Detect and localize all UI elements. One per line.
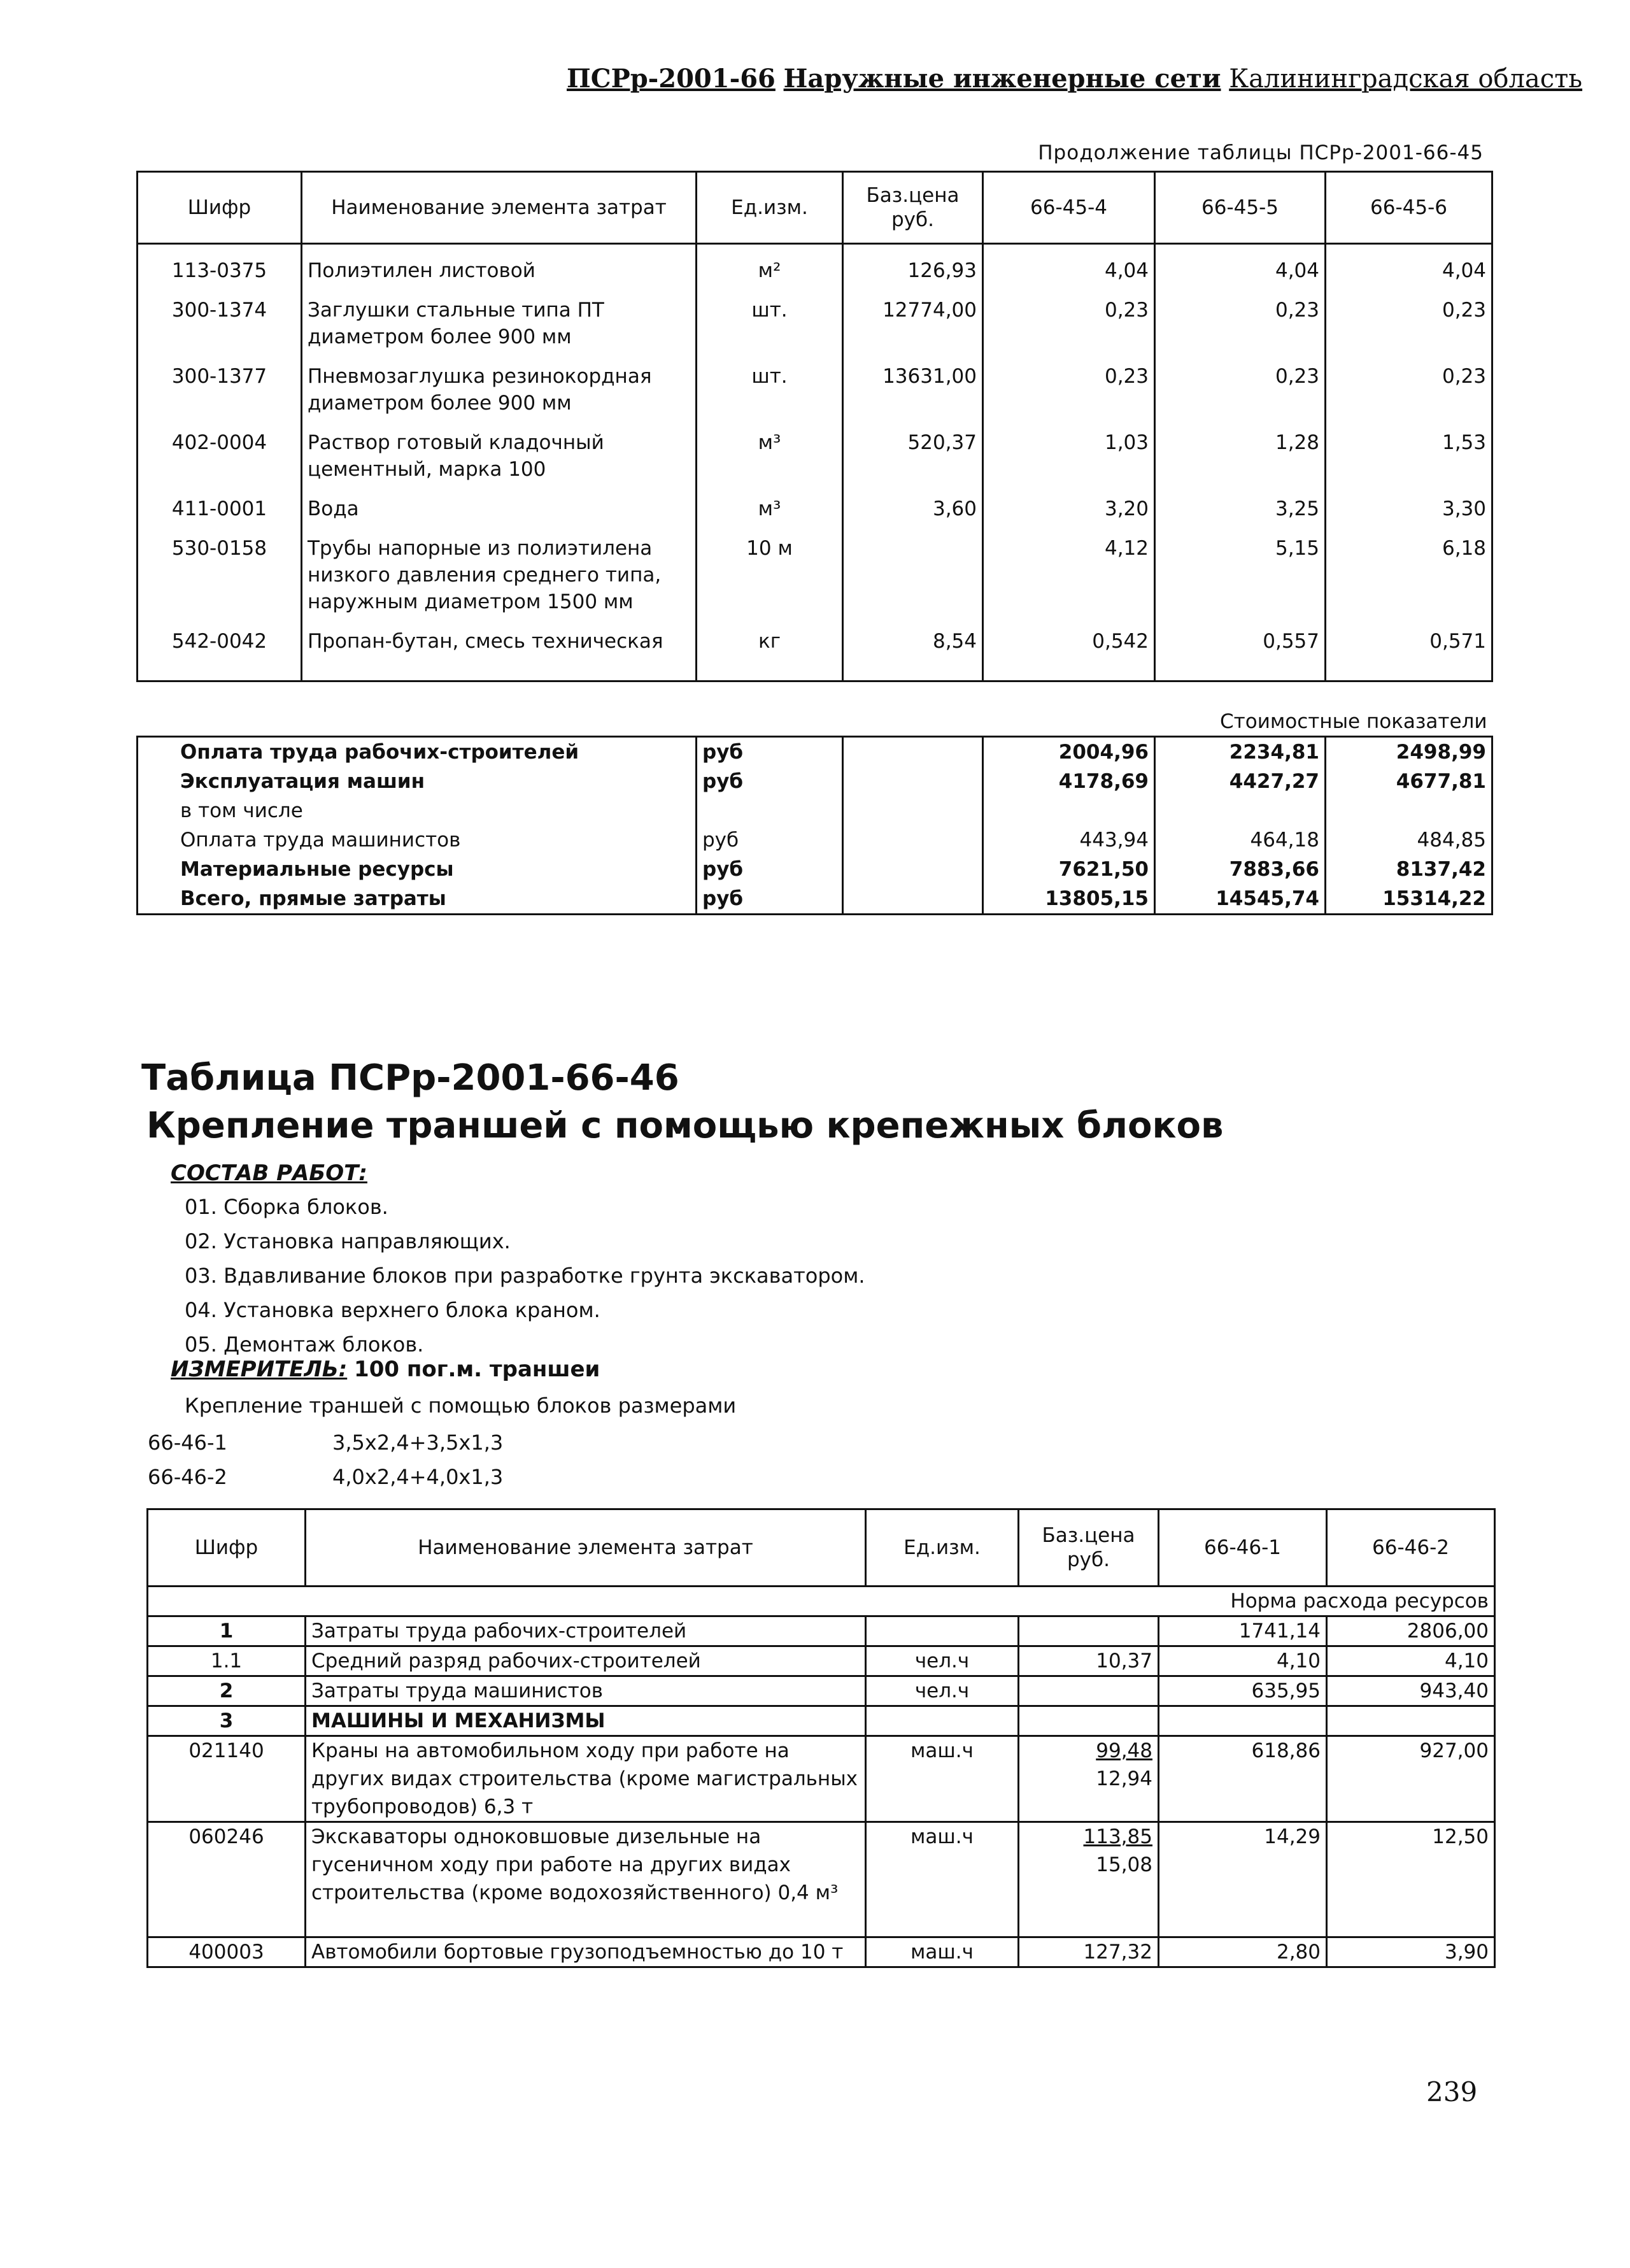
- value-col-2: 0,23: [1155, 284, 1326, 350]
- resource-unit: маш.ч: [866, 1736, 1019, 1822]
- resource-unit: [866, 1706, 1019, 1736]
- value-col-1: [1159, 1706, 1327, 1736]
- summary-value-1: 443,94: [983, 825, 1155, 855]
- base-price-machinist: 15,08: [1096, 1853, 1152, 1876]
- summary-unit: руб: [697, 767, 843, 796]
- summary-value-1: 13805,15: [983, 884, 1155, 915]
- summary-empty: [843, 825, 983, 855]
- table-row: [148, 1646, 1495, 1676]
- work-step: 02. Установка направляющих.: [185, 1229, 511, 1253]
- value-col-2: 943,40: [1327, 1676, 1495, 1706]
- base-price-cell: [1019, 1822, 1159, 1937]
- resource-unit: шт.: [697, 284, 843, 350]
- table-row: [148, 1736, 1495, 1822]
- table-row: [138, 417, 1492, 483]
- resources-table-66-45: [136, 171, 1493, 915]
- summary-value-3: 2498,99: [1326, 737, 1492, 767]
- column-header: Шифр: [138, 172, 302, 244]
- resource-name: Раствор готовый кладочный цементный, марка 100: [302, 417, 697, 483]
- resource-unit: чел.ч: [866, 1646, 1019, 1676]
- base-price: 8,54: [843, 615, 983, 681]
- summary-label: Оплата труда машинистов: [138, 825, 697, 855]
- resource-name: Вода: [302, 483, 697, 522]
- resource-unit: [866, 1616, 1019, 1646]
- summary-unit: руб: [697, 825, 843, 855]
- value-col-1: 2,80: [1159, 1937, 1327, 1967]
- resource-code: 411-0001: [138, 483, 302, 522]
- resource-unit: чел.ч: [866, 1676, 1019, 1706]
- resource-name: Затраты труда машинистов: [306, 1676, 866, 1706]
- summary-value-3: 15314,22: [1326, 884, 1492, 915]
- page-header: [567, 64, 1583, 94]
- value-col-1: 0,542: [983, 615, 1155, 681]
- value-col-1: 618,86: [1159, 1736, 1327, 1822]
- summary-unit: руб: [697, 884, 843, 915]
- base-price-cell: [1019, 1616, 1159, 1646]
- table-row: [138, 522, 1492, 615]
- value-col-2: [1327, 1706, 1495, 1736]
- value-col-2: 0,557: [1155, 615, 1326, 681]
- summary-value-1: 4178,69: [983, 767, 1155, 796]
- value-col-1: 1,03: [983, 417, 1155, 483]
- base-price: 3,60: [843, 483, 983, 522]
- table-row: [148, 1706, 1495, 1736]
- resource-code: 1.1: [148, 1646, 306, 1676]
- base-price: 126,93: [843, 244, 983, 285]
- value-col-1: 1741,14: [1159, 1616, 1327, 1646]
- resource-name: Автомобили бортовые грузоподъемностью до 10 т: [306, 1937, 866, 1967]
- base-price: 10,37: [1096, 1650, 1152, 1672]
- column-header: Ед.изм.: [866, 1509, 1019, 1587]
- value-col-2: 0,23: [1155, 350, 1326, 417]
- resource-unit: м²: [697, 244, 843, 285]
- value-col-1: 4,04: [983, 244, 1155, 285]
- continuation-label: Продолжение таблицы ПСРр-2001-66-45: [1038, 141, 1484, 164]
- base-price-machinist: 12,94: [1096, 1767, 1152, 1790]
- resource-code: 2: [148, 1676, 306, 1706]
- table-row: [138, 615, 1492, 681]
- work-step: 04. Установка верхнего блока краном.: [185, 1298, 600, 1322]
- table-row: [148, 1822, 1495, 1937]
- summary-value-2: 4427,27: [1155, 767, 1326, 796]
- value-col-2: 5,15: [1155, 522, 1326, 615]
- subheader-row: [148, 1587, 1495, 1616]
- column-header: 66-45-6: [1326, 172, 1492, 244]
- resource-unit: м³: [697, 417, 843, 483]
- summary-empty: [843, 884, 983, 915]
- summary-value-1: 2004,96: [983, 737, 1155, 767]
- resource-code: 300-1374: [138, 284, 302, 350]
- norm-label: Норма расхода ресурсов: [148, 1587, 1495, 1616]
- header-region: Калининградская область: [1229, 64, 1583, 94]
- cost-indicators-label: Стоимостные показатели: [138, 681, 1492, 737]
- base-price-cell: [1019, 1676, 1159, 1706]
- summary-unit: руб: [697, 855, 843, 884]
- base-price: 520,37: [843, 417, 983, 483]
- value-col-3: 6,18: [1326, 522, 1492, 615]
- base-price-cell: [1019, 1706, 1159, 1736]
- summary-row: [138, 855, 1492, 884]
- value-col-1: 14,29: [1159, 1822, 1327, 1937]
- table-row: [148, 1676, 1495, 1706]
- base-price-cell: [1019, 1736, 1159, 1822]
- table-subtitle: Крепление траншей с помощью крепежных блоков: [146, 1105, 1224, 1146]
- resource-unit: кг: [697, 615, 843, 681]
- summary-row: [138, 796, 1492, 825]
- block-size: 3,5х2,4+3,5х1,3: [332, 1430, 504, 1455]
- resource-code: 3: [148, 1706, 306, 1736]
- resource-name: Краны на автомобильном ходу при работе на других видах строительства (кроме магистральных трубопроводов) 6,3 т: [306, 1736, 866, 1822]
- summary-row: [138, 884, 1492, 915]
- block-sizes-list: [148, 1425, 503, 1494]
- block-code: 66-46-1: [148, 1430, 227, 1455]
- summary-row: [138, 767, 1492, 796]
- summary-value-2: [1155, 796, 1326, 825]
- base-price-cell: [1019, 1937, 1159, 1967]
- block-size-item: [148, 1460, 503, 1494]
- resource-name: Трубы напорные из полиэтилена низкого давления среднего типа, наружным диаметром 1500 мм: [302, 522, 697, 615]
- base-price-cell: [1019, 1646, 1159, 1676]
- resource-code: 400003: [148, 1937, 306, 1967]
- value-col-3: 4,04: [1326, 244, 1492, 285]
- column-header: Ед.изм.: [697, 172, 843, 244]
- resource-name: Пропан-бутан, смесь техническая: [302, 615, 697, 681]
- measure-label: ИЗМЕРИТЕЛЬ:: [171, 1357, 348, 1382]
- base-price: 12774,00: [843, 284, 983, 350]
- work-step: 03. Вдавливание блоков при разработке грунта экскаватором.: [185, 1264, 865, 1288]
- value-col-2: 1,28: [1155, 417, 1326, 483]
- value-col-1: 4,10: [1159, 1646, 1327, 1676]
- value-col-2: 4,10: [1327, 1646, 1495, 1676]
- resource-name: Заглушки стальные типа ПТ диаметром более 900 мм: [302, 284, 697, 350]
- measure-value: 100 пог.м. траншеи: [354, 1357, 600, 1382]
- block-size-item: [148, 1425, 503, 1460]
- value-col-1: 3,20: [983, 483, 1155, 522]
- table-title: Таблица ПСРр-2001-66-46: [141, 1057, 679, 1099]
- column-header: 66-46-1: [1159, 1509, 1327, 1587]
- table-row: [148, 1616, 1495, 1646]
- resource-name: Пневмозаглушка резинокордная диаметром более 900 мм: [302, 350, 697, 417]
- block-size: 4,0х2,4+4,0х1,3: [332, 1465, 504, 1489]
- summary-value-1: 7621,50: [983, 855, 1155, 884]
- resource-unit: шт.: [697, 350, 843, 417]
- page-number: 239: [1426, 2076, 1478, 2108]
- base-price: 113,85: [1083, 1825, 1152, 1848]
- table-row: [138, 483, 1492, 522]
- resource-code: 1: [148, 1616, 306, 1646]
- summary-row: [138, 737, 1492, 767]
- resource-unit: 10 м: [697, 522, 843, 615]
- resource-code: 542-0042: [138, 615, 302, 681]
- value-col-1: 635,95: [1159, 1676, 1327, 1706]
- value-col-3: 3,30: [1326, 483, 1492, 522]
- value-col-2: 2806,00: [1327, 1616, 1495, 1646]
- base-price: 13631,00: [843, 350, 983, 417]
- resource-name: Полиэтилен листовой: [302, 244, 697, 285]
- resource-name: Затраты труда рабочих-строителей: [306, 1616, 866, 1646]
- table-row: [138, 284, 1492, 350]
- summary-empty: [843, 737, 983, 767]
- summary-value-2: 2234,81: [1155, 737, 1326, 767]
- work-step: 01. Сборка блоков.: [185, 1195, 388, 1219]
- resource-name: Средний разряд рабочих-строителей: [306, 1646, 866, 1676]
- resource-code: 300-1377: [138, 350, 302, 417]
- column-header: 66-45-5: [1155, 172, 1326, 244]
- value-col-1: 0,23: [983, 350, 1155, 417]
- column-header: Баз.цена руб.: [1019, 1509, 1159, 1587]
- table-row: [148, 1937, 1495, 1967]
- column-header: Баз.цена руб.: [843, 172, 983, 244]
- work-step: 05. Демонтаж блоков.: [185, 1332, 424, 1357]
- header-title: Наружные инженерные сети: [783, 64, 1221, 94]
- column-header: 66-45-4: [983, 172, 1155, 244]
- summary-unit: [697, 796, 843, 825]
- value-col-3: 0,23: [1326, 350, 1492, 417]
- summary-value-2: 14545,74: [1155, 884, 1326, 915]
- resource-code: 530-0158: [138, 522, 302, 615]
- summary-label: в том числе: [138, 796, 697, 825]
- resource-code: 113-0375: [138, 244, 302, 285]
- summary-label: Материальные ресурсы: [138, 855, 697, 884]
- resource-code: 021140: [148, 1736, 306, 1822]
- value-col-3: 0,23: [1326, 284, 1492, 350]
- summary-value-3: 8137,42: [1326, 855, 1492, 884]
- summary-value-3: 484,85: [1326, 825, 1492, 855]
- summary-label: Эксплуатация машин: [138, 767, 697, 796]
- summary-empty: [843, 796, 983, 825]
- resource-unit: маш.ч: [866, 1822, 1019, 1937]
- resource-name: Экскаваторы одноковшовые дизельные на гусеничном ходу при работе на других видах строительства (кроме водохозяйственного) 0,4 м³: [306, 1822, 866, 1937]
- summary-unit: руб: [697, 737, 843, 767]
- summary-value-2: 464,18: [1155, 825, 1326, 855]
- table-row: [138, 350, 1492, 417]
- summary-label: Оплата труда рабочих-строителей: [138, 737, 697, 767]
- summary-value-2: 7883,66: [1155, 855, 1326, 884]
- column-header: 66-46-2: [1327, 1509, 1495, 1587]
- value-col-3: 1,53: [1326, 417, 1492, 483]
- summary-value-1: [983, 796, 1155, 825]
- value-col-2: 12,50: [1327, 1822, 1495, 1937]
- header-code: ПСРр-2001-66: [567, 64, 776, 94]
- table-row: [138, 244, 1492, 285]
- base-price: 127,32: [1083, 1941, 1152, 1964]
- summary-empty: [843, 855, 983, 884]
- summary-row: [138, 825, 1492, 855]
- resource-unit: м³: [697, 483, 843, 522]
- value-col-2: 3,90: [1327, 1937, 1495, 1967]
- value-col-2: 3,25: [1155, 483, 1326, 522]
- resources-table-66-46: [146, 1508, 1496, 1968]
- column-header: Наименование элемента затрат: [302, 172, 697, 244]
- measure-line: [171, 1357, 600, 1382]
- block-code: 66-46-2: [148, 1465, 227, 1489]
- work-steps-list: [185, 1190, 865, 1362]
- subheader-row: [138, 681, 1492, 737]
- resource-unit: маш.ч: [866, 1937, 1019, 1967]
- value-col-1: 4,12: [983, 522, 1155, 615]
- column-header: Наименование элемента затрат: [306, 1509, 866, 1587]
- summary-value-3: 4677,81: [1326, 767, 1492, 796]
- column-header: Шифр: [148, 1509, 306, 1587]
- value-col-2: 4,04: [1155, 244, 1326, 285]
- work-composition-label: СОСТАВ РАБОТ:: [171, 1160, 367, 1186]
- value-col-3: 0,571: [1326, 615, 1492, 681]
- summary-label: Всего, прямые затраты: [138, 884, 697, 915]
- summary-empty: [843, 767, 983, 796]
- base-price: [843, 522, 983, 615]
- resource-code: 402-0004: [138, 417, 302, 483]
- resource-name: МАШИНЫ И МЕХАНИЗМЫ: [306, 1706, 866, 1736]
- value-col-1: 0,23: [983, 284, 1155, 350]
- value-col-2: 927,00: [1327, 1736, 1495, 1822]
- resource-code: 060246: [148, 1822, 306, 1937]
- base-price: 99,48: [1096, 1739, 1152, 1762]
- block-sizes-note: Крепление траншей с помощью блоков размерами: [185, 1394, 737, 1418]
- summary-value-3: [1326, 796, 1492, 825]
